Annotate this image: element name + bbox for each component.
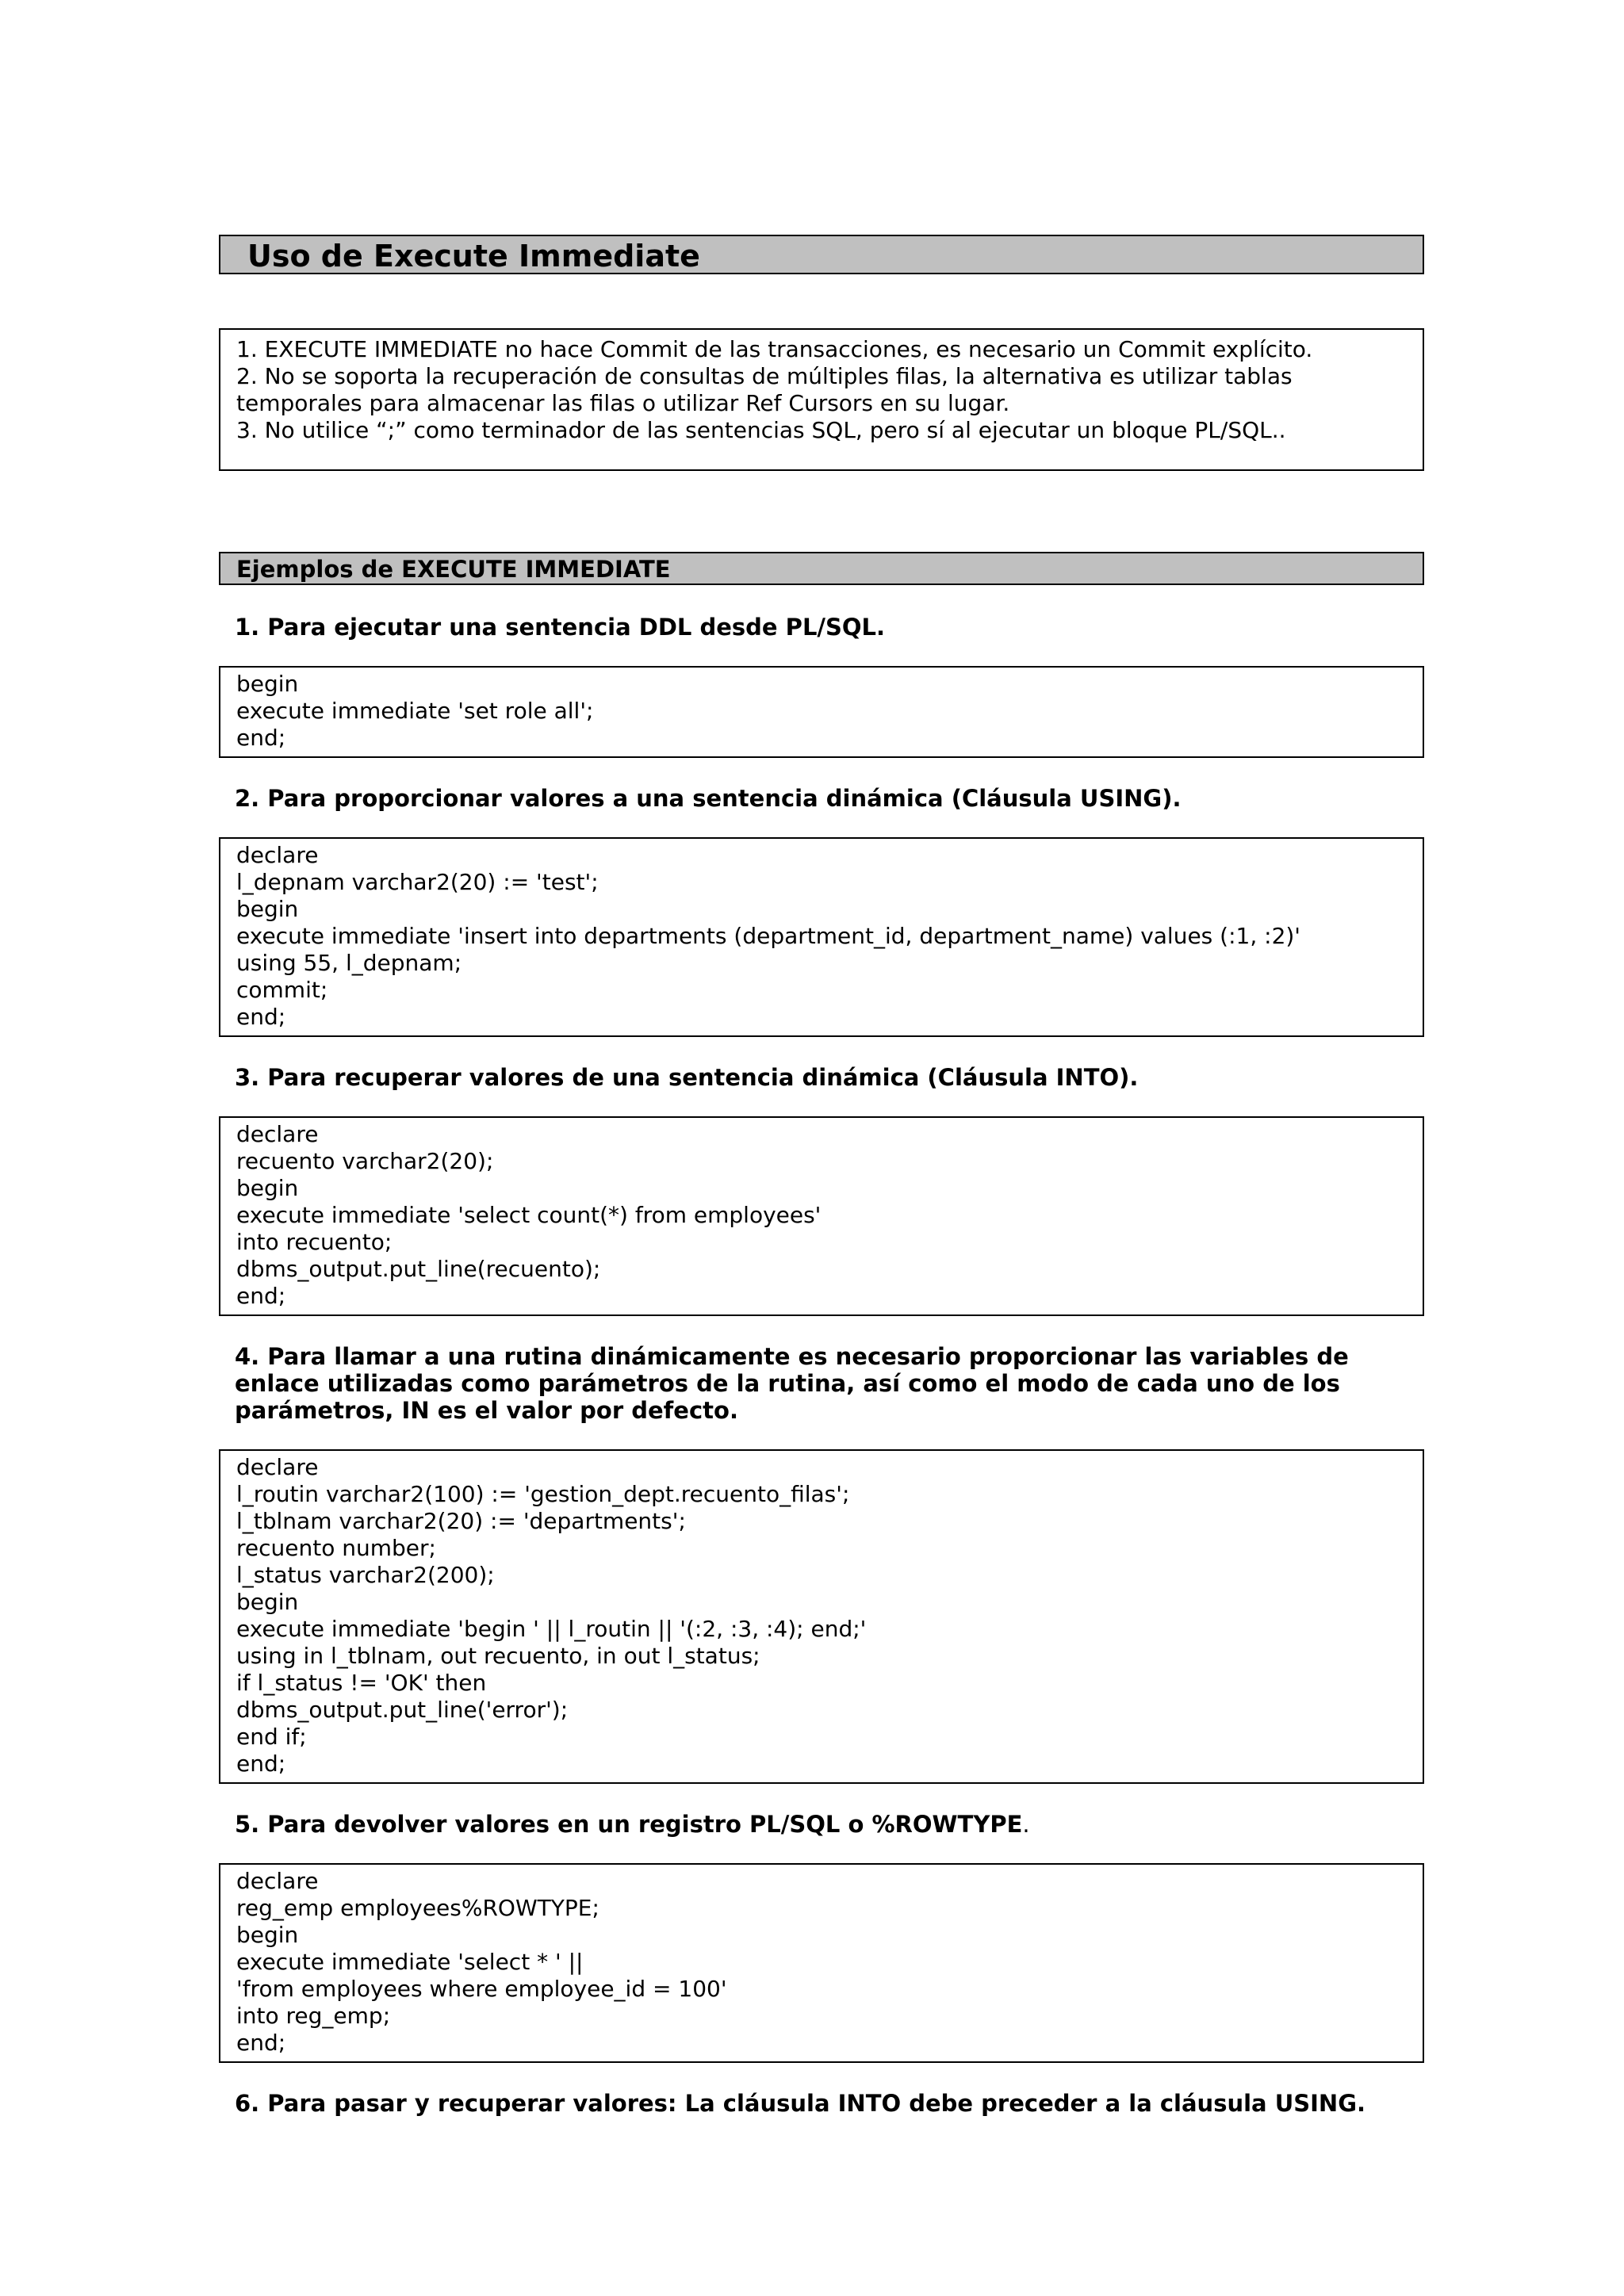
code-line: execute immediate 'begin ' || l_routin || '(:2, :3, :4); end;' <box>236 1616 867 1642</box>
example-heading: 3. Para recuperar valores de una sentencia dinámica (Cláusula INTO). <box>235 1064 1139 1091</box>
example-heading <box>219 1811 1424 1838</box>
note-item: 1. EXECUTE IMMEDIATE no hace Commit de las transacciones, es necesario un Commit explícito. <box>236 336 1313 362</box>
code-block <box>219 1863 1424 2063</box>
example-heading-suffix: . <box>1022 1811 1030 1838</box>
notes-box <box>219 328 1424 471</box>
example-heading: 4. Para llamar a una rutina dinámicamente es necesario proporcionar las variables de enlace utilizadas como parámetros de la rutina, así como el modo de cada uno de los parámetros, IN es el valor por defecto. <box>235 1343 1349 1424</box>
code-line: using 55, l_depnam; <box>236 950 462 976</box>
code-line: dbms_output.put_line(recuento); <box>236 1256 601 1282</box>
code-line: begin <box>236 671 299 697</box>
code-line: end if; <box>236 1724 307 1750</box>
code-block <box>219 1116 1424 1316</box>
code-line: end; <box>236 1004 286 1030</box>
code-line: l_depnam varchar2(20) := 'test'; <box>236 869 599 895</box>
code-line: 'from employees where employee_id = 100' <box>236 1976 727 2002</box>
code-line: declare <box>236 1121 319 1147</box>
code-line: execute immediate 'select count(*) from employees' <box>236 1202 822 1228</box>
code-line: execute immediate 'select * ' || <box>236 1949 584 1975</box>
code-line: end; <box>236 2030 286 2056</box>
code-block <box>219 666 1424 758</box>
code-block <box>219 1449 1424 1784</box>
example-heading-text: 5. Para devolver valores en un registro PL/SQL o %ROWTYPE <box>235 1811 1023 1838</box>
code-line: begin <box>236 896 299 922</box>
code-line: end; <box>236 1283 286 1309</box>
code-line: declare <box>236 842 319 868</box>
section-title: Ejemplos de EXECUTE IMMEDIATE <box>219 552 1424 585</box>
note-item: 2. No se soporta la recuperación de consultas de múltiples filas, la alternativa es utilizar tablas temporales para almacenar las filas o utilizar Ref Cursors en su lugar. <box>236 363 1293 416</box>
code-line: l_status varchar2(200); <box>236 1562 495 1588</box>
code-line: begin <box>236 1922 299 1948</box>
code-line: end; <box>236 725 286 751</box>
code-line: using in l_tblnam, out recuento, in out l_status; <box>236 1643 760 1669</box>
code-line: execute immediate 'set role all'; <box>236 698 594 724</box>
example-heading: 6. Para pasar y recuperar valores: La cláusula INTO debe preceder a la cláusula USING. <box>235 2090 1366 2117</box>
document-page <box>219 235 1424 2117</box>
code-line: l_tblnam varchar2(20) := 'departments'; <box>236 1508 686 1534</box>
example-heading: 2. Para proporcionar valores a una sentencia dinámica (Cláusula USING). <box>235 785 1182 812</box>
code-block <box>219 837 1424 1037</box>
code-line: l_routin varchar2(100) := 'gestion_dept.recuento_filas'; <box>236 1481 850 1507</box>
code-line: if l_status != 'OK' then <box>236 1670 487 1696</box>
code-line: recuento number; <box>236 1535 436 1561</box>
page-title: Uso de Execute Immediate <box>219 235 1424 274</box>
code-line: into reg_emp; <box>236 2003 391 2029</box>
code-line: begin <box>236 1589 299 1615</box>
example-heading: 1. Para ejecutar una sentencia DDL desde PL/SQL. <box>235 614 886 641</box>
code-line: end; <box>236 1751 286 1777</box>
code-line: commit; <box>236 977 328 1003</box>
code-line: execute immediate 'insert into departments (department_id, department_name) values (:1, :2)' <box>236 923 1301 949</box>
code-line: declare <box>236 1454 319 1480</box>
note-item: 3. No utilice “;” como terminador de las sentencias SQL, pero sí al ejecutar un bloque PL/SQL.. <box>236 417 1286 443</box>
code-line: recuento varchar2(20); <box>236 1148 494 1174</box>
code-line: reg_emp employees%ROWTYPE; <box>236 1895 599 1921</box>
code-line: declare <box>236 1868 319 1894</box>
code-line: dbms_output.put_line('error'); <box>236 1697 569 1723</box>
code-line: begin <box>236 1175 299 1201</box>
code-line: into recuento; <box>236 1229 393 1255</box>
